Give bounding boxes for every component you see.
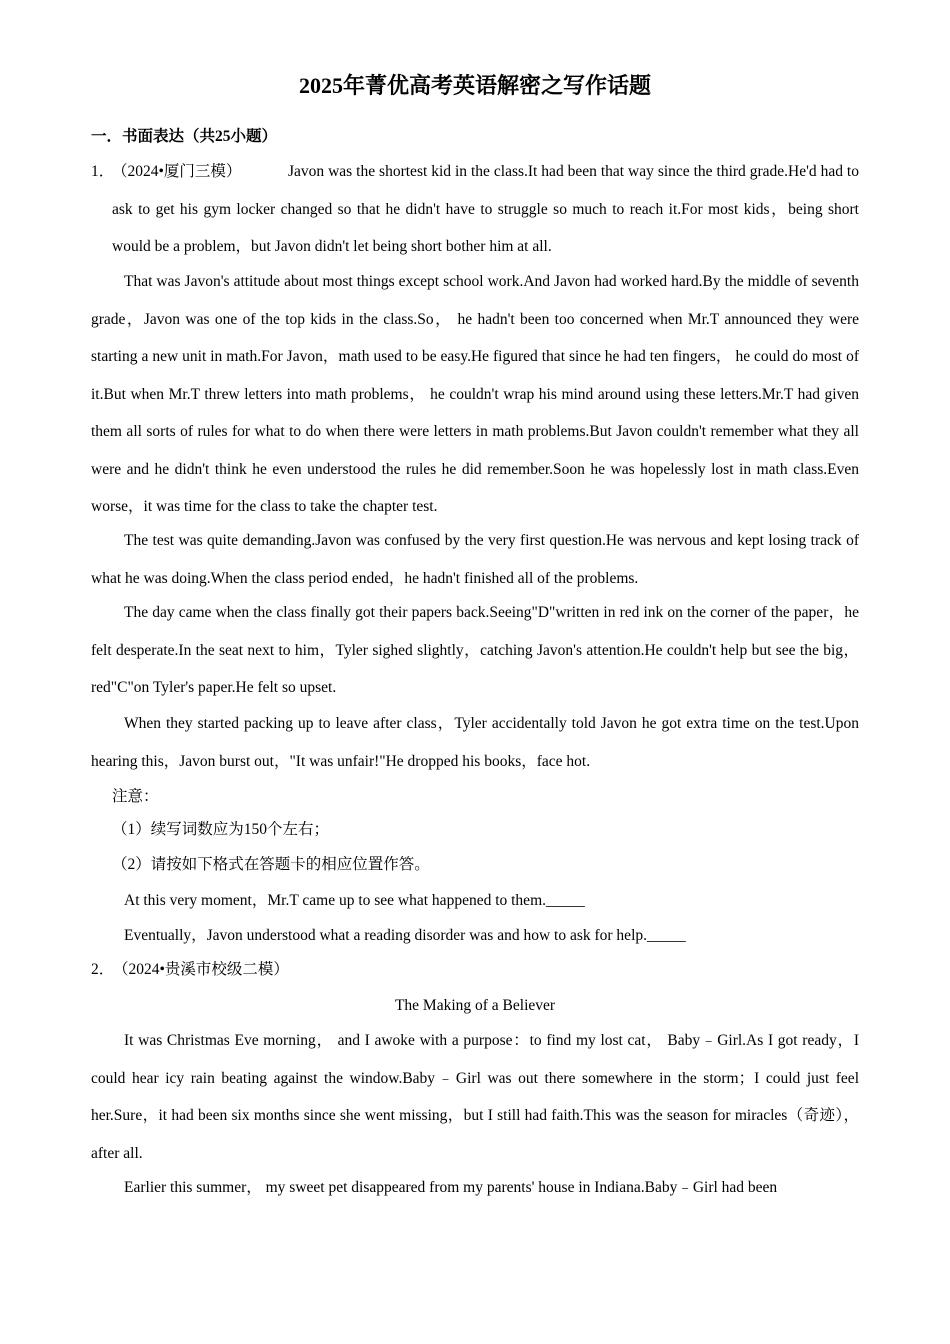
question-1-number: 1． bbox=[91, 163, 115, 180]
question-1-paragraph-1: That was Javon's attitude about most things except school work.And Javon had worked hard.By the middle of seventh grade，Javon was one of the top kids in the class.So， he hadn't been too concerned when Mr.T announced they were starting a new unit in math.For Javon，math used to be easy.He figured that since he had ten fingers， he could do most of it.But when Mr.T threw letters into math problems， he couldn't wrap his mind around using these letters.Mr.T had given them all sorts of rules for what to do when there were letters in math problems.But Javon couldn't remember what they all were and he didn't think he even understood the rules he did remember.Soon he was hopelessly lost in math class.Even worse，it was time for the class to take the chapter test. bbox=[91, 273, 859, 515]
note-item-2: （2）请按如下格式在答题卡的相应位置作答。 bbox=[112, 856, 430, 873]
question-2-number: 2． bbox=[91, 961, 115, 978]
note-label: 注意： bbox=[112, 788, 159, 805]
question-2-source: （2024•贵溪市校级二模） bbox=[113, 961, 289, 978]
question-2-paragraph-1: It was Christmas Eve morning， and I awoke with a purpose：to find my lost cat， Baby﹣Girl.As I got ready，I could hear icy rain beating against the window.Baby﹣Girl was out there somewhere in the storm；I could just feel her.Sure，it had been six months since she went missing，but I still had faith.This was the season for miracles（奇迹），after all. bbox=[91, 1032, 859, 1162]
question-1-paragraph-4: When they started packing up to leave after class，Tyler accidentally told Javon he got extra time on the test.Upon hearing this，Javon burst out，"It was unfair!"He dropped his books，face hot. bbox=[91, 715, 859, 770]
document-title: 2025年菁优高考英语解密之写作话题 bbox=[298, 73, 651, 98]
question-1-first-paragraph-text: Javon was the shortest kid in the class.It had been that way since the third grade.He'd had to ask to get his gym locker changed so that he didn't have to struggle so much to reach it.For most kids，being short would be a problem，but Javon didn't let being short bother him at all. bbox=[112, 163, 859, 255]
question-1-paragraph-3: The day came when the class finally got their papers back.Seeing"D"written in red ink on the corner of the paper，he felt desperate.In the seat next to him，Tyler sighed slightly，catching Javon's attention.He couldn't help but see the big，red"C"on Tyler's paper.He felt so upset. bbox=[91, 604, 859, 696]
question-2-header bbox=[91, 958, 289, 982]
section-heading: 一．书面表达（共25小题） bbox=[91, 128, 278, 145]
question-1-paragraph-2: The test was quite demanding.Javon was confused by the very first question.He was nervous and kept losing track of what he was doing.When the class period ended，he hadn't finished all of the problems. bbox=[91, 532, 859, 587]
question-1-first-paragraph bbox=[91, 153, 859, 266]
note-item-1: （1）续写词数应为150个左右； bbox=[112, 821, 330, 838]
question-1-source: （2024•厦门三模） bbox=[112, 163, 242, 180]
writing-prompt-2: Eventually，Javon understood what a reading disorder was and how to ask for help._____ bbox=[124, 927, 686, 944]
story-title: The Making of a Believer bbox=[394, 997, 556, 1014]
writing-prompt-1: At this very moment，Mr.T came up to see what happened to them._____ bbox=[124, 892, 585, 909]
question-2-paragraph-2: Earlier this summer， my sweet pet disappeared from my parents' house in Indiana.Baby﹣Girl had been bbox=[124, 1179, 778, 1196]
